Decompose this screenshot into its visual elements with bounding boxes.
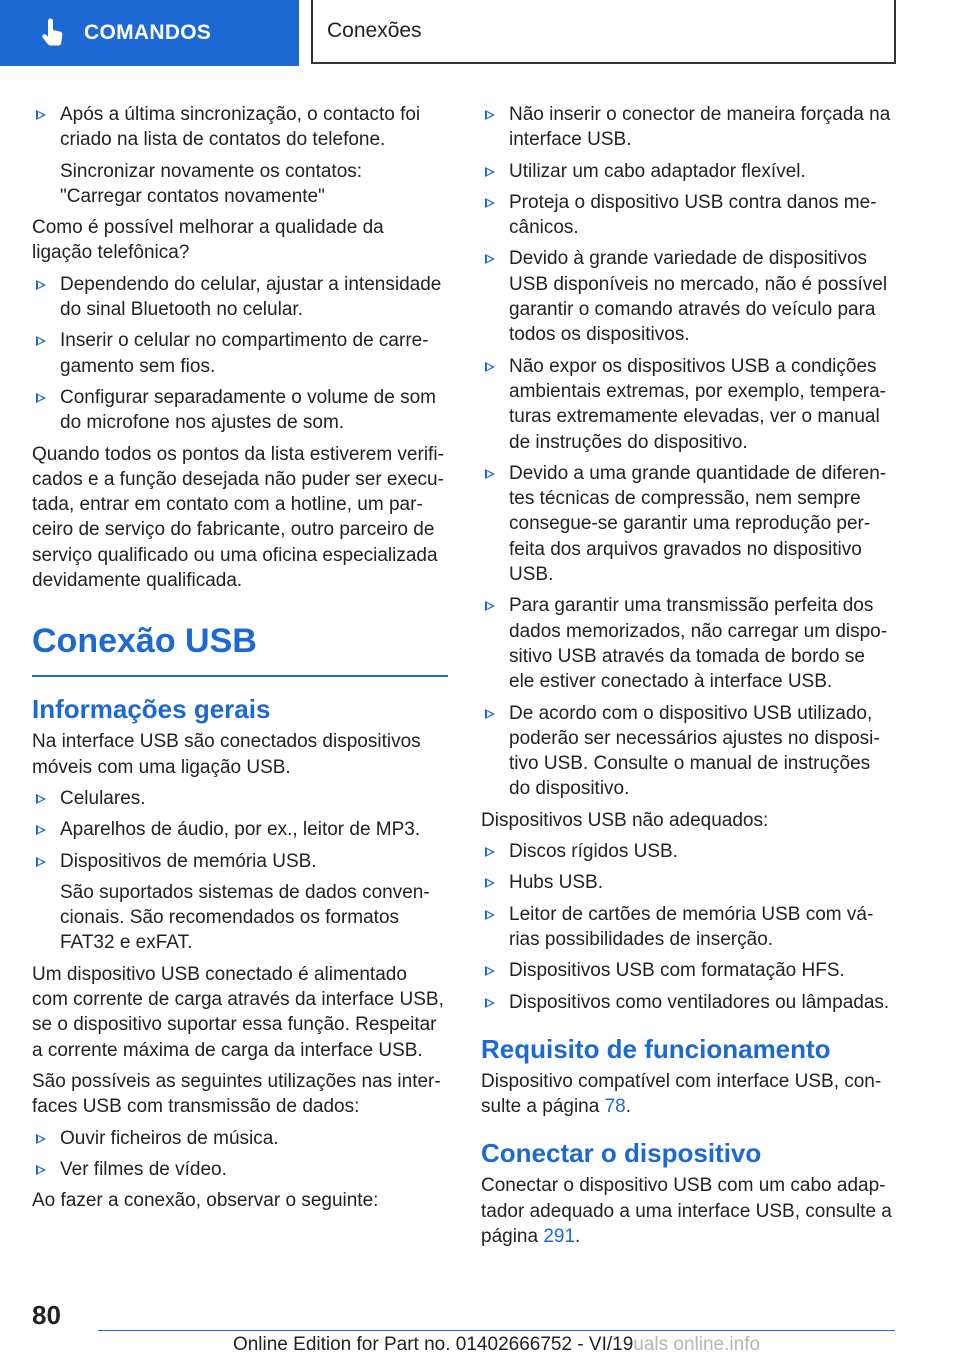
list-item: Para garantir uma transmissão perfeita dos dados memorizados, não carregar um dispositivo USB através da tomada de bordo se ele estiver conectado à interface USB. (481, 593, 895, 694)
bullet-list (32, 1126, 448, 1183)
list-item: Configurar separadamente o volume de som do microfone nos ajustes de som. (32, 385, 448, 436)
section-heading: Conexão USB (32, 619, 448, 677)
list-item: Dispositivos como ventiladores ou lâmpadas. (481, 990, 895, 1015)
triangle-bullet-icon (485, 998, 495, 1008)
list-item: Utilizar um cabo adaptador flexível. (481, 159, 895, 184)
list-item: Devido a uma grande quantidade de diferentes técnicas de compressão, nem sempre consegue-se garantir uma reprodução perfeita dos arquivos gravados no dispositivo USB. (481, 461, 895, 587)
page-link[interactable]: 78 (604, 1096, 626, 1118)
triangle-bullet-icon (485, 601, 495, 611)
list-item: Proteja o dispositivo USB contra danos mecânicos. (481, 190, 895, 241)
triangle-bullet-icon (36, 1134, 46, 1144)
triangle-bullet-icon (36, 1165, 46, 1175)
chapter-tab-comandos[interactable] (0, 0, 299, 66)
page-link[interactable]: 291 (543, 1225, 576, 1247)
triangle-bullet-icon (485, 167, 495, 177)
triangle-bullet-icon (485, 362, 495, 372)
bullet-list (481, 839, 895, 1015)
section-title: Conexões (311, 0, 896, 64)
list-item-note: Sincronizar novamente os contatos: "Carregar contatos novamente" (60, 160, 363, 207)
triangle-bullet-icon (36, 336, 46, 346)
paragraph: Quando todos os pontos da lista estiverem verificados e a função desejada não puder ser executada, entrar em contato com a hotline, um parceiro de serviço do fabricante, outro parceiro de serviço qualificado ou uma oficina especializada devidamente qualificada. (32, 443, 444, 592)
list-item: Leitor de cartões de memória USB com várias possibilidades de inserção. (481, 902, 895, 953)
triangle-bullet-icon (36, 110, 46, 120)
list-item: Discos rígidos USB. (481, 839, 895, 864)
triangle-bullet-icon (36, 857, 46, 867)
list-item: Dispositivos de memória USB. (32, 849, 448, 874)
list-item: Ouvir ficheiros de música. (32, 1126, 448, 1151)
footer-divider (98, 1330, 895, 1331)
list-item: Dispositivos USB com formatação HFS. (481, 958, 895, 983)
page-header (0, 0, 960, 66)
bullet-list (32, 102, 448, 153)
hand-pointer-icon (38, 18, 68, 48)
list-item: Após a última sincronização, o contacto foi criado na lista de contatos do telefone. (32, 102, 448, 153)
triangle-bullet-icon (485, 847, 495, 857)
paragraph: Na interface USB são conectados dispositivos móveis com uma ligação USB. (32, 731, 421, 778)
triangle-bullet-icon (36, 280, 46, 290)
watermark: uals online.info (633, 1334, 761, 1355)
paragraph: Um dispositivo USB conectado é alimentado com corrente de carga através da interface USB, se o dispositivo suportar essa função. Respeitar a corrente máxima de carga da interface USB. (32, 963, 444, 1061)
paragraph: Dispositivos USB não adequados: (481, 809, 769, 831)
paragraph: Ao fazer a conexão, observar o seguinte: (32, 1190, 379, 1212)
bullet-list (32, 786, 448, 874)
bullet-list (481, 102, 895, 802)
paragraph: Dispositivo compatível com interface USB, consulte a página 78. (481, 1070, 882, 1118)
list-item: Celulares. (32, 786, 448, 811)
paragraph: Como é possível melhorar a qualidade da ligação telefônica? (32, 217, 384, 264)
list-item: Não inserir o conector de maneira forçada na interface USB. (481, 102, 895, 153)
list-item: Devido à grande variedade de dispositivos USB disponíveis no mercado, não é possível garantir o comando através do veículo para todos os dispositivos. (481, 246, 895, 347)
subsection-heading: Informações gerais (32, 694, 271, 725)
page-number: 80 (32, 1300, 61, 1330)
triangle-bullet-icon (485, 709, 495, 719)
triangle-bullet-icon (36, 794, 46, 804)
left-column (32, 102, 448, 1219)
triangle-bullet-icon (36, 393, 46, 403)
triangle-bullet-icon (485, 469, 495, 479)
triangle-bullet-icon (485, 966, 495, 976)
list-item: De acordo com o dispositivo USB utilizado, poderão ser necessários ajustes no dispositivo USB. Consulte o manual de instruções do dispositivo. (481, 701, 895, 802)
triangle-bullet-icon (485, 198, 495, 208)
subsection-heading: Conectar o dispositivo (481, 1138, 762, 1169)
list-item: Inserir o celular no compartimento de carregamento sem fios. (32, 328, 448, 379)
list-item: Ver filmes de vídeo. (32, 1157, 448, 1182)
triangle-bullet-icon (36, 825, 46, 835)
paragraph: São possíveis as seguintes utilizações nas interfaces USB com transmissão de dados: (32, 1070, 441, 1118)
bullet-list (32, 272, 448, 436)
list-item: Aparelhos de áudio, por ex., leitor de MP3. (32, 817, 448, 842)
list-item: Hubs USB. (481, 870, 895, 895)
right-column (481, 102, 895, 1255)
chapter-tab-label: COMANDOS (84, 21, 212, 44)
subsection-heading: Requisito de funcionamento (481, 1033, 831, 1064)
paragraph: Conectar o dispositivo USB com um cabo adaptador adequado a uma interface USB, consulte a página 291. (481, 1175, 892, 1247)
triangle-bullet-icon (485, 254, 495, 264)
triangle-bullet-icon (485, 910, 495, 920)
list-item-note: São suportados sistemas de dados convencionais. São recomendados os formatos FAT32 e exFAT. (60, 881, 430, 954)
list-item: Dependendo do celular, ajustar a intensidade do sinal Bluetooth no celular. (32, 272, 448, 323)
list-item: Não expor os dispositivos USB a condições ambientais extremas, por exemplo, temperaturas extremamente elevadas, ver o manual de instruções do dispositivo. (481, 354, 895, 455)
footer-edition: Online Edition for Part no. 01402666752 - VI/19uals online.info (232, 1334, 761, 1355)
triangle-bullet-icon (485, 110, 495, 120)
triangle-bullet-icon (485, 878, 495, 888)
